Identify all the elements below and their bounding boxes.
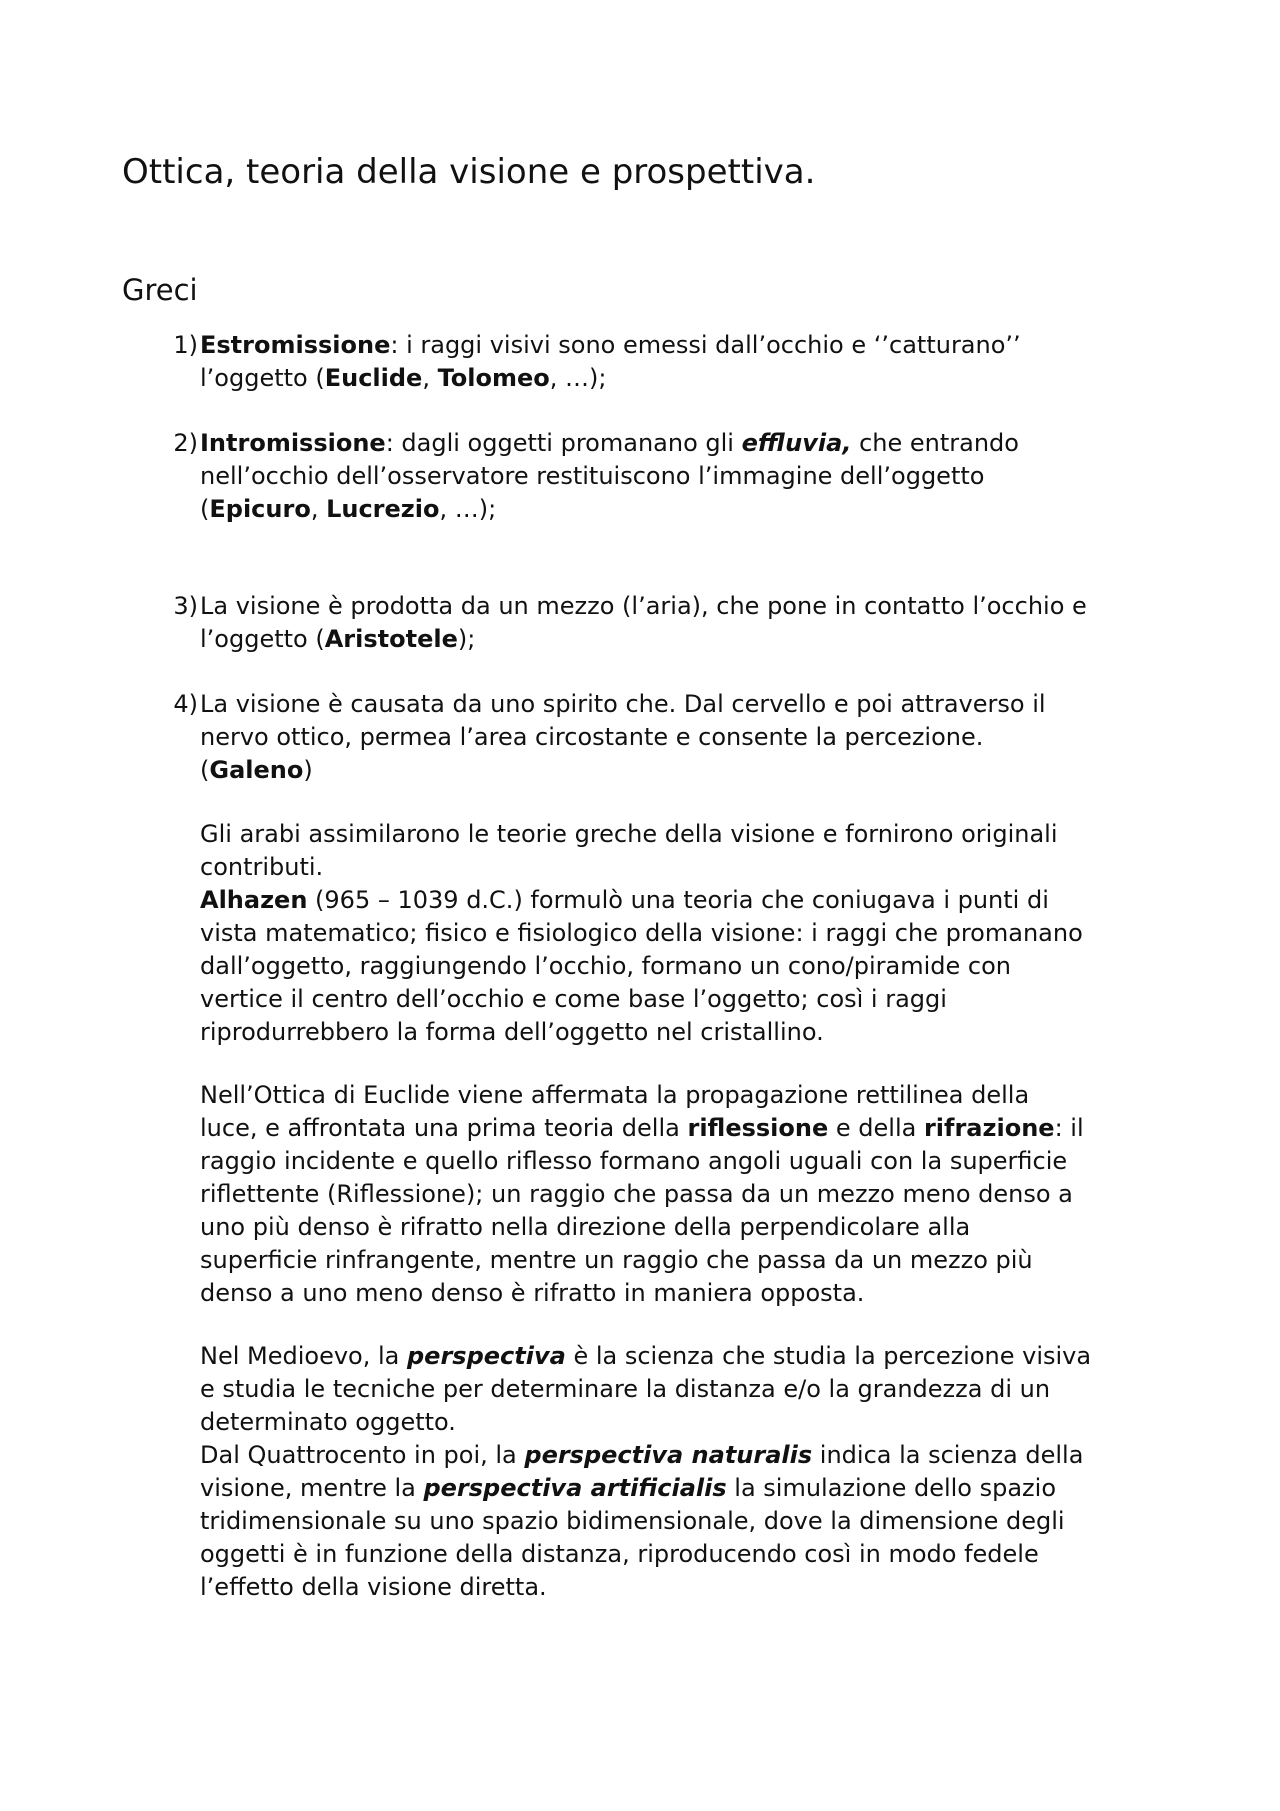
text-run: (	[200, 495, 210, 523]
text-run: la simulazione dello spazio	[726, 1474, 1057, 1502]
list-number: 4)	[173, 690, 198, 718]
text-line	[200, 917, 1170, 950]
text-line	[200, 1340, 1170, 1373]
text-line	[200, 1277, 1170, 1310]
text-line	[200, 329, 1170, 362]
text-run: La visione è prodotta da un mezzo (l’aria), che pone in contatto l’occhio e	[200, 592, 1087, 620]
text-run: La visione è causata da uno spirito che. Dal cervello e poi attraverso il	[200, 690, 1046, 718]
paragraph-perspectiva	[200, 1340, 1170, 1604]
list-number: 2)	[173, 429, 198, 457]
text-line	[200, 1505, 1170, 1538]
text-line	[200, 983, 1170, 1016]
text-line	[200, 1439, 1170, 1472]
text-run: superficie rinfrangente, mentre un raggio che passa da un mezzo più	[200, 1246, 1033, 1274]
emphasis-text: Epicuro	[209, 495, 311, 523]
text-run: oggetti è in funzione della distanza, riproducendo così in modo fedele	[200, 1540, 1039, 1568]
text-run: l’oggetto (	[200, 364, 325, 392]
text-line	[200, 1373, 1170, 1406]
text-run: tridimensionale su uno spazio bidimensionale, dove la dimensione degli	[200, 1507, 1065, 1535]
text-run: ,	[310, 495, 327, 523]
emphasis-text: Galeno	[209, 756, 304, 784]
text-run: );	[457, 625, 476, 653]
page-title: Ottica, teoria della visione e prospettiva.	[122, 152, 816, 192]
text-run: è la scienza che studia la percezione visiva	[565, 1342, 1092, 1370]
text-line	[200, 884, 1170, 917]
text-line	[200, 1016, 1170, 1049]
text-line	[200, 1145, 1170, 1178]
list-number: 3)	[173, 592, 198, 620]
text-line	[200, 1112, 1170, 1145]
emphasis-text: riflessione	[687, 1114, 829, 1142]
text-run: : dagli oggetti promanano gli	[385, 429, 742, 457]
text-run: )	[303, 756, 313, 784]
text-run: e studia le tecniche per determinare la distanza e/o la grandezza di un	[200, 1375, 1051, 1403]
emphasis-text: perspectiva naturalis	[524, 1441, 813, 1469]
text-run: l’oggetto (	[200, 625, 325, 653]
list-number: 1)	[173, 331, 198, 359]
text-line	[200, 1244, 1170, 1277]
text-line	[200, 688, 1170, 721]
emphasis-text: Aristotele	[324, 625, 458, 653]
text-line	[200, 1178, 1170, 1211]
text-run: che entrando	[851, 429, 1019, 457]
emphasis-text: Lucrezio	[326, 495, 440, 523]
section-heading: Greci	[122, 273, 198, 307]
text-run: contributi.	[200, 853, 324, 881]
list-item-text	[200, 590, 1170, 656]
emphasis-text: Tolomeo	[437, 364, 550, 392]
paragraph-ottica-euclide	[200, 1079, 1170, 1310]
text-run: nell’occhio dell’osservatore restituiscono l’immagine dell’oggetto	[200, 462, 985, 490]
text-line	[200, 623, 1170, 656]
emphasis-text: perspectiva	[407, 1342, 566, 1370]
text-run: indica la scienza della	[812, 1441, 1084, 1469]
emphasis-text: perspectiva artificialis	[423, 1474, 727, 1502]
text-line	[200, 851, 1170, 884]
paragraph-arabi-alhazen	[200, 818, 1170, 1049]
text-run: determinato oggetto.	[200, 1408, 456, 1436]
text-run: Gli arabi assimilarono le teorie greche della visione e fornirono originali	[200, 820, 1058, 848]
text-run: vista matematico; fisico e fisiologico della visione: i raggi che promanano	[200, 919, 1083, 947]
text-run: e della	[828, 1114, 924, 1142]
text-run: : i raggi visivi sono emessi dall’occhio e ‘’catturano’’	[390, 331, 1021, 359]
text-run: (	[200, 756, 210, 784]
text-line	[200, 590, 1170, 623]
text-line	[200, 950, 1170, 983]
text-line	[200, 1406, 1170, 1439]
text-run: vertice il centro dell’occhio e come base l’oggetto; così i raggi	[200, 985, 947, 1013]
text-run: , …);	[439, 495, 497, 523]
text-run: l’effetto della visione diretta.	[200, 1573, 547, 1601]
text-line	[200, 493, 1170, 526]
text-run: , …);	[549, 364, 607, 392]
text-run: denso a uno meno denso è rifratto in maniera opposta.	[200, 1279, 865, 1307]
text-run: riflettente (Riflessione); un raggio che passa da un mezzo meno denso a	[200, 1180, 1073, 1208]
list-item-text	[200, 329, 1170, 395]
text-line	[200, 818, 1170, 851]
text-line	[200, 362, 1170, 395]
text-run: Nel Medioevo, la	[200, 1342, 407, 1370]
text-line	[200, 1571, 1170, 1604]
emphasis-text: Euclide	[324, 364, 423, 392]
text-run: ,	[422, 364, 438, 392]
text-line	[200, 460, 1170, 493]
text-run: : il	[1054, 1114, 1084, 1142]
text-run: visione, mentre la	[200, 1474, 424, 1502]
text-run: nervo ottico, permea l’area circostante e consente la percezione.	[200, 723, 984, 751]
text-line	[200, 427, 1170, 460]
text-line	[200, 721, 1170, 754]
text-line	[200, 1472, 1170, 1505]
text-run: raggio incidente e quello riflesso formano angoli uguali con la superficie	[200, 1147, 1068, 1175]
emphasis-text: Alhazen	[200, 886, 308, 914]
text-line	[200, 1211, 1170, 1244]
emphasis-text: rifrazione	[923, 1114, 1055, 1142]
text-run: luce, e affrontata una prima teoria della	[200, 1114, 688, 1142]
emphasis-text: Estromissione	[200, 331, 391, 359]
text-line	[200, 1079, 1170, 1112]
text-run: Dal Quattrocento in poi, la	[200, 1441, 525, 1469]
text-line	[200, 754, 1170, 787]
text-run: dall’oggetto, raggiungendo l’occhio, formano un cono/piramide con	[200, 952, 1012, 980]
emphasis-text: Intromissione	[200, 429, 386, 457]
list-item-text	[200, 688, 1170, 787]
emphasis-text: effluvia,	[741, 429, 852, 457]
text-run: (965 – 1039 d.C.) formulò una teoria che coniugava i punti di	[307, 886, 1049, 914]
text-run: uno più denso è rifratto nella direzione della perpendicolare alla	[200, 1213, 971, 1241]
text-line	[200, 1538, 1170, 1571]
text-run: riprodurrebbero la forma dell’oggetto nel cristallino.	[200, 1018, 824, 1046]
list-item-text	[200, 427, 1170, 526]
text-run: Nell’Ottica di Euclide viene affermata la propagazione rettilinea della	[200, 1081, 1030, 1109]
